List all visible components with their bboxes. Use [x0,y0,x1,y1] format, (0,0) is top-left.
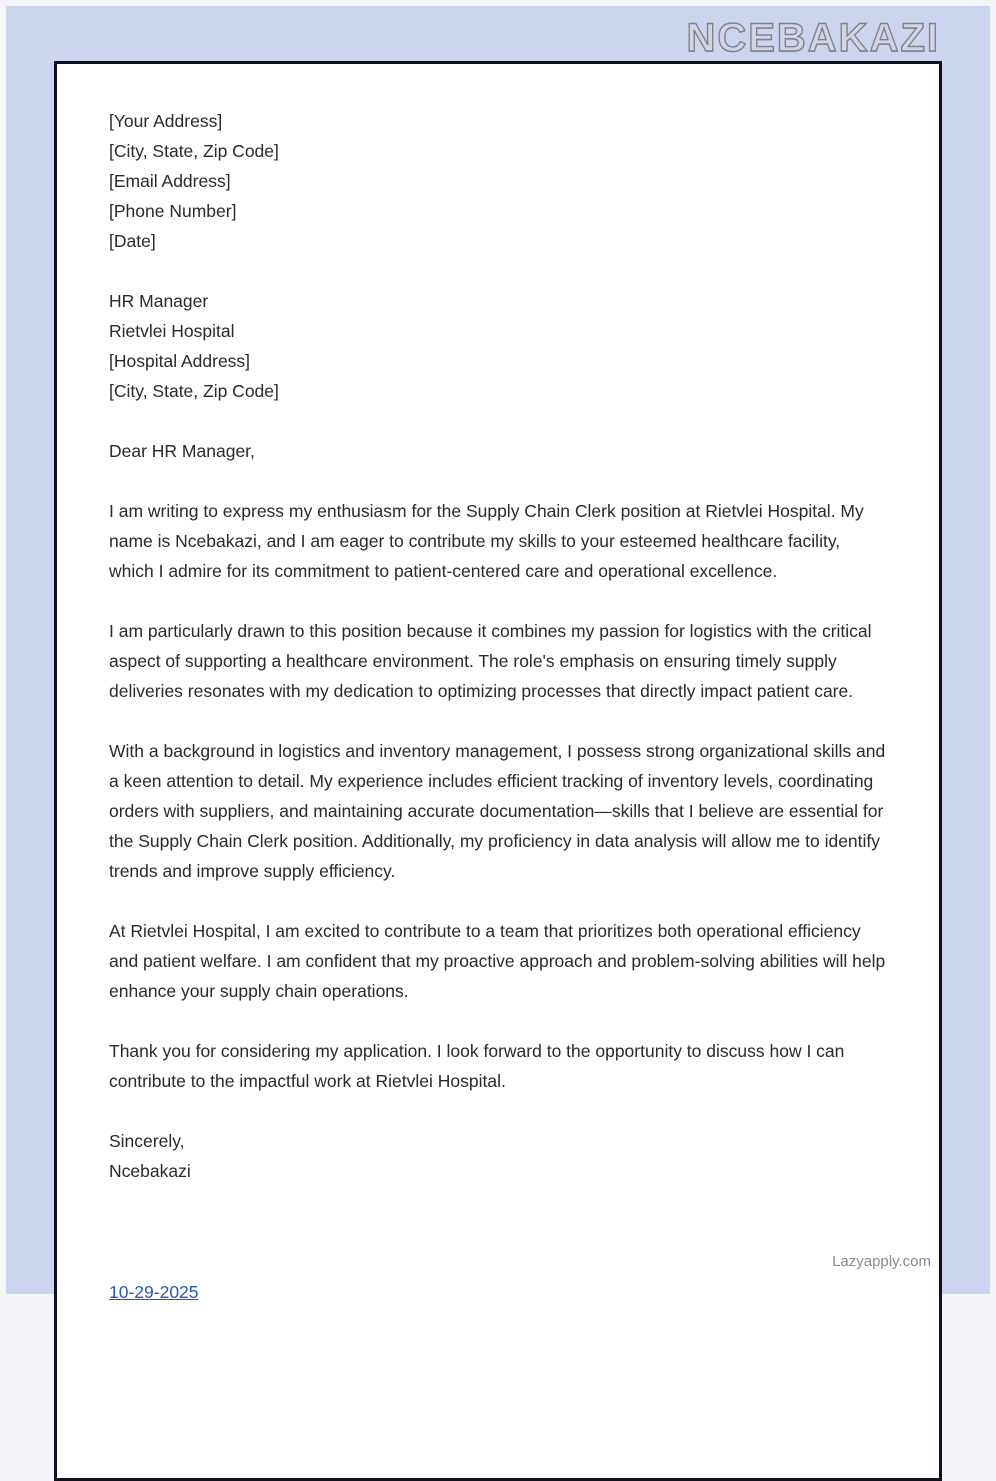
spacer [109,256,887,286]
body-paragraph: I am particularly drawn to this position because it combines my passion for logistics with the critical aspect of supporting a healthcare environment. The role's emphasis on ensuring timely supply deliveries resonates with my dedication to optimizing processes that directly impact patient care. [109,621,872,701]
watermark: Lazyapply.com [832,1253,931,1270]
sender-address-line: [Your Address] [109,111,223,131]
closing: Sincerely, [109,1131,185,1151]
sender-address-line: [Phone Number] [109,201,237,221]
body-paragraph: Thank you for considering my application. I look forward to the opportunity to discuss how I can contribute to the impactful work at Rietvlei Hospital. [109,1041,845,1091]
date-link[interactable]: 10-29-2025 [109,1282,199,1302]
spacer [109,406,887,436]
body-paragraph: With a background in logistics and inventory management, I possess strong organizational skills and a keen attention to detail. My experience includes efficient tracking of inventory levels, coordinating orders with suppliers, and maintaining accurate documentation—skills that I believe are essential for the Supply Chain Clerk position. Additionally, my proficiency in data analysis will allow me to identify trends and improve supply efficiency. [109,741,886,881]
brand-logo: NCEBAKAZI [686,16,940,60]
spacer [109,466,887,496]
recipient-line: HR Manager [109,291,209,311]
letter-content [109,106,887,1186]
salutation: Dear HR Manager, [109,441,255,461]
signature: Ncebakazi [109,1161,191,1181]
body-paragraph: At Rietvlei Hospital, I am excited to contribute to a team that prioritizes both operational efficiency and patient welfare. I am confident that my proactive approach and problem-solving abilities will help enhance your supply chain operations. [109,921,886,1001]
recipient-line: [Hospital Address] [109,351,251,371]
sender-address-line: [Date] [109,231,156,251]
recipient-line: Rietvlei Hospital [109,321,235,341]
body-paragraph: I am writing to express my enthusiasm for the Supply Chain Clerk position at Rietvlei Hospital. My name is Ncebakazi, and I am eager to contribute my skills to your esteemed healthcare facility, which I admire for its commitment to patient-centered care and operational excellence. [109,501,864,581]
letter-page [54,61,942,1481]
sender-address-line: [Email Address] [109,171,231,191]
recipient-line: [City, State, Zip Code] [109,381,279,401]
sender-address-line: [City, State, Zip Code] [109,141,279,161]
